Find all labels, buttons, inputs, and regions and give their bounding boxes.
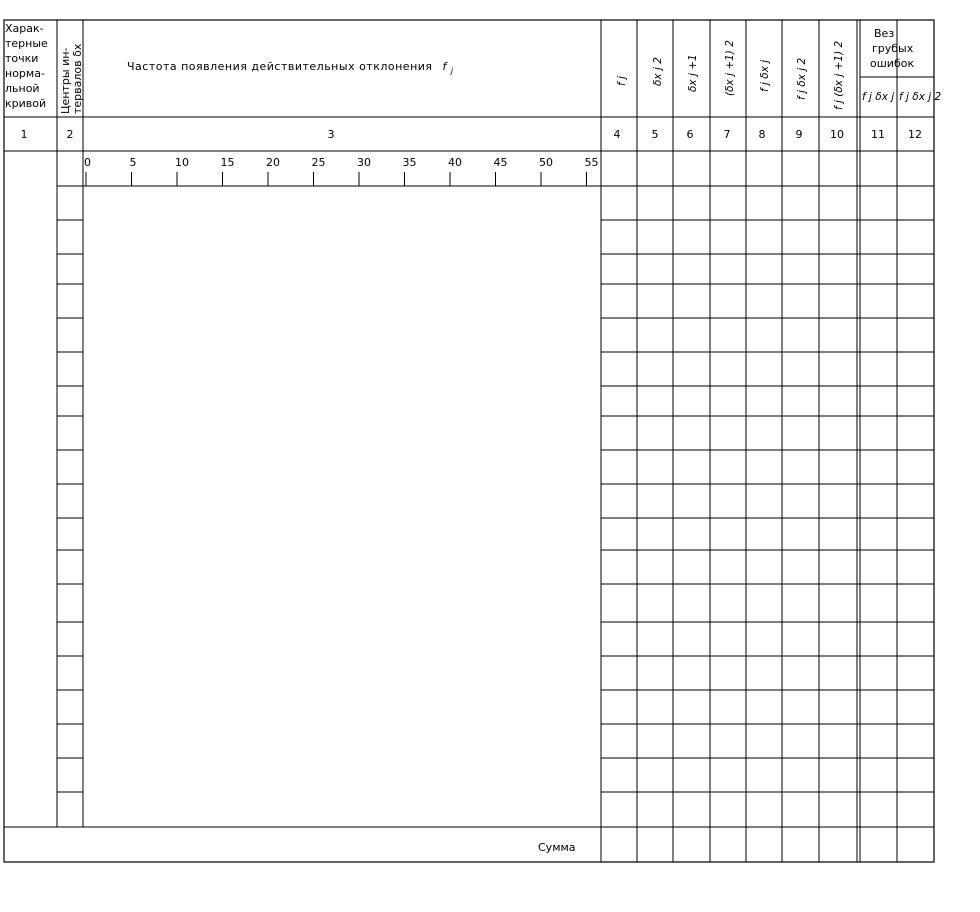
col4-header bbox=[616, 76, 628, 86]
col6-header bbox=[687, 54, 699, 92]
column-number: 10 bbox=[830, 128, 844, 141]
group-line-3: ошибок bbox=[870, 57, 915, 70]
column-number: 9 bbox=[795, 128, 803, 141]
column-number: 5 bbox=[651, 128, 659, 141]
sum-label: Сумма bbox=[538, 841, 576, 854]
col1-line-2: терные bbox=[5, 37, 48, 50]
group-line-1: Вез bbox=[874, 27, 895, 40]
col11-header: f j δx j bbox=[862, 91, 895, 103]
svg-text:δx j 2: δx j 2 bbox=[652, 57, 664, 86]
scale-label: 30 bbox=[357, 156, 371, 169]
col2-line-1: Центры ин- bbox=[59, 47, 72, 114]
col1-line-1: Харак- bbox=[5, 22, 44, 35]
col2-line-2: тервалов δx bbox=[71, 43, 84, 114]
svg-text:f j: f j bbox=[616, 76, 628, 86]
col1-header bbox=[5, 22, 48, 110]
column-number: 2 bbox=[66, 128, 74, 141]
col3-header-text: Частота появления действительных отклонения bbox=[127, 60, 433, 73]
col5-header bbox=[652, 57, 664, 86]
scale-label: 50 bbox=[539, 156, 553, 169]
svg-text:f j δx j 2: f j δx j 2 bbox=[796, 57, 808, 100]
column-number: 3 bbox=[327, 128, 335, 141]
column-number: 4 bbox=[613, 128, 621, 141]
column-number: 11 bbox=[871, 128, 885, 141]
col3-header-var: f bbox=[442, 60, 447, 73]
col12-header: f j δx j 2 bbox=[899, 91, 942, 103]
scale-label: 35 bbox=[402, 156, 417, 169]
col1-line-5: льной bbox=[5, 82, 40, 95]
scale-label: 40 bbox=[448, 156, 462, 169]
svg-text:f j (δx j +1) 2: f j (δx j +1) 2 bbox=[833, 40, 845, 110]
column-number-row bbox=[21, 128, 923, 141]
scale-label: 15 bbox=[220, 156, 235, 169]
column-number: 12 bbox=[908, 128, 922, 141]
right-column-rules bbox=[601, 20, 897, 862]
scale-label: 10 bbox=[175, 156, 189, 169]
row-rules bbox=[57, 186, 934, 792]
group-line-2: грубых bbox=[872, 42, 914, 55]
column-number: 6 bbox=[686, 128, 694, 141]
svg-text:f j δx j: f j δx j bbox=[759, 59, 771, 92]
column-number: 1 bbox=[20, 128, 28, 141]
column-number: 8 bbox=[758, 128, 766, 141]
col2-header bbox=[59, 43, 84, 114]
group-header bbox=[870, 27, 914, 70]
svg-text:(δx j +1) 2: (δx j +1) 2 bbox=[724, 40, 736, 96]
col1-line-6: кривой bbox=[5, 97, 47, 110]
frequency-scale bbox=[84, 156, 599, 186]
scale-label: 55 bbox=[584, 156, 599, 169]
table-border bbox=[4, 20, 934, 862]
svg-text:δx j +1: δx j +1 bbox=[687, 54, 699, 92]
scale-label: 25 bbox=[311, 156, 326, 169]
col1-line-4: норма- bbox=[5, 67, 45, 80]
col3-header-sub: j bbox=[450, 66, 454, 75]
scale-label: 20 bbox=[266, 156, 280, 169]
col1-line-3: точки bbox=[5, 52, 39, 65]
col10-header bbox=[833, 40, 845, 110]
col9-header bbox=[796, 57, 808, 100]
col8-header bbox=[759, 60, 771, 92]
col7-header bbox=[724, 40, 736, 96]
scale-label: 0 bbox=[84, 156, 91, 169]
scale-label: 45 bbox=[493, 156, 508, 169]
column-number: 7 bbox=[723, 128, 731, 141]
col3-header bbox=[127, 60, 454, 75]
scale-label: 5 bbox=[129, 156, 137, 169]
